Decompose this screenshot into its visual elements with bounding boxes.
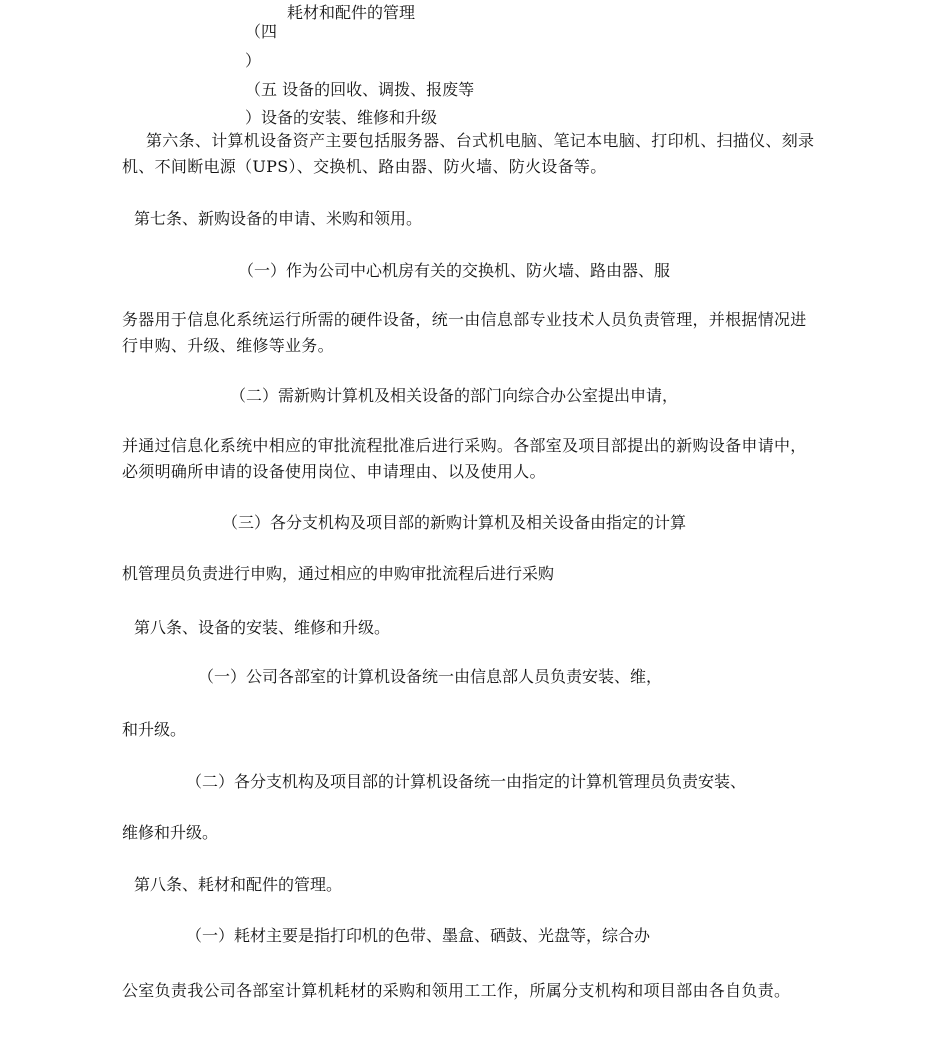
toc-line-2: （四 (245, 22, 278, 41)
toc-line-3: ） (245, 51, 262, 70)
article-8-equipment-item-2-head: （二）各分支机构及项目部的计算机设备统一由指定的计算机管理员负责安装、 (186, 772, 747, 791)
article-8-equipment-item-2-body: 维修和升级。 (122, 823, 219, 842)
article-8-consumables-item-1-head: （一）耗材主要是指打印机的色带、墨盒、硒鼓、光盘等，综合办 (186, 926, 651, 945)
article-8-equipment-heading: 第八条、设备的安装、维修和升级。 (134, 618, 391, 637)
article-7-item-2-head: （二）需新购计算机及相关设备的部门向综合办公室提出申请， (230, 386, 679, 405)
article-6-text: 第六条、计算机设备资产主要包括服务器、台式机电脑、笔记本电脑、打印机、扫描仪、刻录机、不间断电源（UPS）、交换机、路由器、防火墙、防火设备等。 (122, 131, 815, 176)
toc-line-4: （五 设备的回收、调拨、报废等 (245, 80, 475, 99)
article-8-equipment-item-1-body: 和升级。 (122, 720, 187, 739)
article-8-consumables-item-1-body: 公室负责我公司各部室计算机耗材的采购和领用工工作，所属分支机构和项目部由各自负责。 (122, 981, 791, 1000)
article-7-item-3-body: 机管理员负责进行申购，通过相应的申购审批流程后进行采购 (122, 564, 555, 583)
article-7-item-1-head: （一）作为公司中心机房有关的交换机、防火墙、路由器、服 (238, 261, 671, 280)
article-8-equipment-item-1-head: （一）公司各部室的计算机设备统一由信息部人员负责安装、维， (198, 667, 663, 686)
article-7-item-1-body: 务器用于信息化系统运行所需的硬件设备，统一由信息部专业技术人员负责管理，并根据情况进行申购、升级、维修等业务。 (122, 310, 807, 355)
article-7-item-2-body: 并通过信息化系统中相应的审批流程批准后进行采购。各部室及项目部提出的新购设备申请中，必须明确所申请的设备使用岗位、申请理由、以及使用人。 (122, 436, 807, 481)
toc-line-5: ）设备的安装、维修和升级 (245, 108, 438, 127)
toc-line-1: 耗材和配件的管理 (287, 3, 416, 22)
article-7-heading: 第七条、新购设备的申请、米购和领用。 (134, 209, 423, 228)
article-7-item-3-head: （三）各分支机构及项目部的新购计算机及相关设备由指定的计算 (222, 513, 687, 532)
article-8-consumables-heading: 第八条、耗材和配件的管理。 (134, 875, 343, 894)
